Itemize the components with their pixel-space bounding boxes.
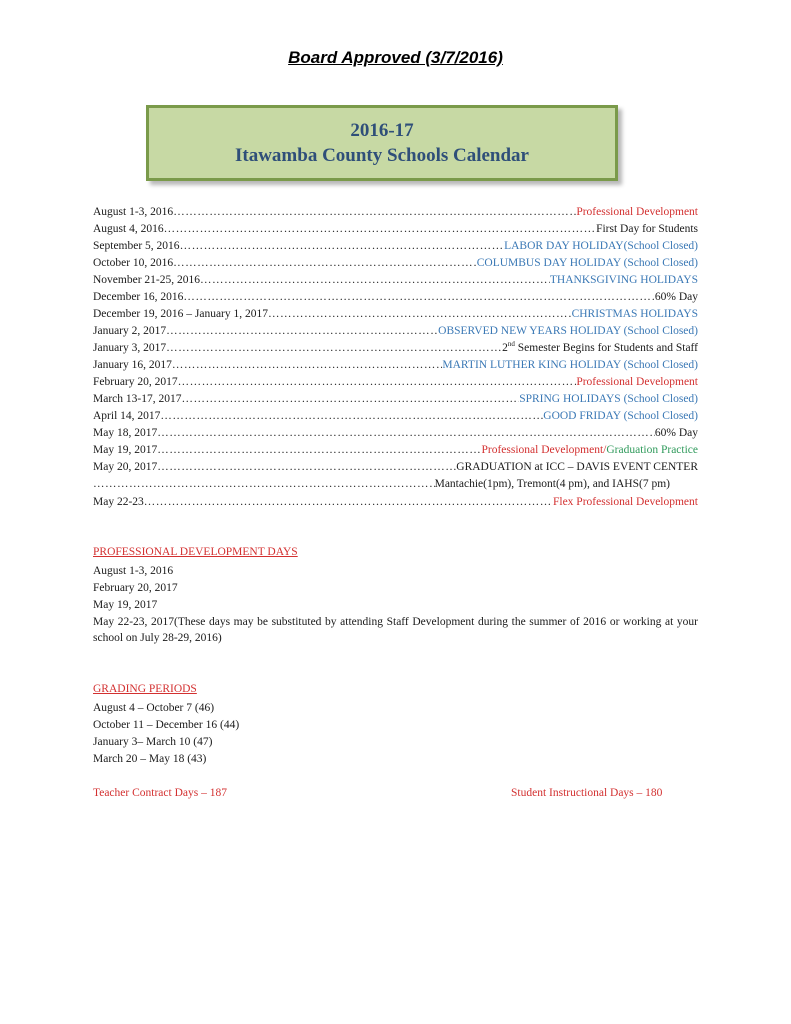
calendar-row: [93, 408, 698, 424]
row-event: Flex Professional Development: [552, 496, 698, 508]
row-date: May 18, 2017: [93, 427, 158, 439]
calendar-row: [93, 340, 698, 356]
row-event: 60% Day: [654, 291, 698, 303]
row-event: Professional Development: [576, 376, 698, 388]
pd-days-heading: PROFESSIONAL DEVELOPMENT DAYS: [93, 546, 298, 558]
row-date: December 19, 2016 – January 1, 2017: [93, 308, 269, 320]
leader-dots: [181, 391, 519, 407]
board-approved-heading: Board Approved (3/7/2016): [288, 48, 503, 67]
calendar-name: Itawamba County Schools Calendar: [234, 145, 529, 166]
row-event: [481, 442, 698, 458]
pd-day-note: May 22-23, 2017(These days may be substituted by attending Staff Development during the summer of 2016 or working at your school on July 28-29, 2016): [93, 616, 698, 644]
row-date: October 10, 2016: [93, 257, 174, 269]
row-date: May 22-23: [93, 496, 144, 508]
row-date: April 14, 2017: [93, 410, 161, 422]
student-instructional-days: Student Instructional Days – 180: [511, 787, 663, 799]
row-event: LABOR DAY HOLIDAY(School Closed): [504, 240, 698, 252]
row-event: Professional Development: [576, 206, 698, 218]
calendar-row: [93, 255, 698, 271]
calendar-row: [93, 204, 698, 220]
calendar-row: [93, 323, 698, 339]
leader-dots: [157, 442, 481, 458]
event-superscript: nd: [507, 340, 515, 349]
row-date: May 20, 2017: [93, 461, 158, 473]
leader-dots: [93, 476, 435, 492]
leader-dots: [157, 425, 655, 441]
row-date: January 3, 2017: [93, 342, 167, 354]
grading-periods-heading: GRADING PERIODS: [93, 683, 197, 695]
calendar-row: [93, 221, 698, 237]
leader-dots: [268, 306, 572, 322]
calendar-row: [93, 459, 698, 475]
school-year: 2016-17: [350, 120, 414, 141]
pd-day: May 19, 2017: [93, 599, 158, 611]
grading-period: January 3– March 10 (47): [93, 736, 213, 748]
calendar-row: [93, 289, 698, 305]
leader-dots: [160, 408, 543, 424]
calendar-row: [93, 476, 698, 492]
event-number: 2: [502, 342, 508, 354]
calendar-row: [93, 442, 698, 458]
calendar-row: [93, 494, 698, 510]
leader-dots: [183, 289, 655, 305]
row-event: MARTIN LUTHER KING HOLIDAY (School Closed): [442, 359, 698, 371]
row-date: February 20, 2017: [93, 376, 178, 388]
row-event: GRADUATION at ICC – DAVIS EVENT CENTER: [456, 461, 698, 473]
calendar-row: [93, 238, 698, 254]
row-event: THANKSGIVING HOLIDAYS: [549, 274, 698, 286]
calendar-row: [93, 425, 698, 441]
row-date: September 5, 2016: [93, 240, 180, 252]
calendar-row: [93, 357, 698, 373]
row-date: March 13-17, 2017: [93, 393, 182, 405]
row-date: December 16, 2016: [93, 291, 184, 303]
leader-dots: [180, 238, 505, 254]
leader-dots: [166, 340, 502, 356]
calendar-row: [93, 391, 698, 407]
row-event: CHRISTMAS HOLIDAYS: [571, 308, 698, 320]
row-date: August 4, 2016: [93, 223, 164, 235]
leader-dots: [144, 494, 553, 510]
leader-dots: [200, 272, 550, 288]
row-date: August 1-3, 2016: [93, 206, 174, 218]
row-date: November 21-25, 2016: [93, 274, 200, 286]
grading-period: August 4 – October 7 (46): [93, 702, 215, 714]
event-part-a: Professional Development/: [481, 444, 607, 456]
calendar-row: [93, 272, 698, 288]
row-event: GOOD FRIDAY (School Closed): [543, 410, 698, 422]
grading-period: October 11 – December 16 (44): [93, 719, 240, 731]
leader-dots: [173, 255, 477, 271]
leader-dots: [173, 204, 576, 220]
row-event: [502, 340, 698, 356]
row-date: May 19, 2017: [93, 444, 158, 456]
pd-day: February 20, 2017: [93, 582, 178, 594]
row-event: Mantachie(1pm), Tremont(4 pm), and IAHS(7 pm): [434, 478, 670, 490]
leader-dots: [172, 357, 443, 373]
teacher-contract-days: Teacher Contract Days – 187: [93, 787, 227, 799]
row-date: January 16, 2017: [93, 359, 172, 371]
event-text: Semester Begins for Students and Staff: [514, 342, 698, 354]
calendar-row: [93, 306, 698, 322]
leader-dots: [157, 459, 456, 475]
calendar-row: [93, 374, 698, 390]
row-event: OBSERVED NEW YEARS HOLIDAY (School Closed): [438, 325, 698, 337]
row-event: 60% Day: [654, 427, 698, 439]
calendar-title-box: [146, 105, 618, 181]
event-part-b: Graduation Practice: [606, 444, 698, 456]
pd-day: August 1-3, 2016: [93, 565, 174, 577]
row-event: COLUMBUS DAY HOLIDAY (School Closed): [476, 257, 698, 269]
row-date: January 2, 2017: [93, 325, 167, 337]
leader-dots: [178, 374, 577, 390]
leader-dots: [166, 323, 438, 339]
grading-period: March 20 – May 18 (43): [93, 753, 207, 765]
row-event: SPRING HOLIDAYS (School Closed): [519, 393, 698, 405]
row-event: First Day for Students: [596, 223, 698, 235]
leader-dots: [164, 221, 596, 237]
